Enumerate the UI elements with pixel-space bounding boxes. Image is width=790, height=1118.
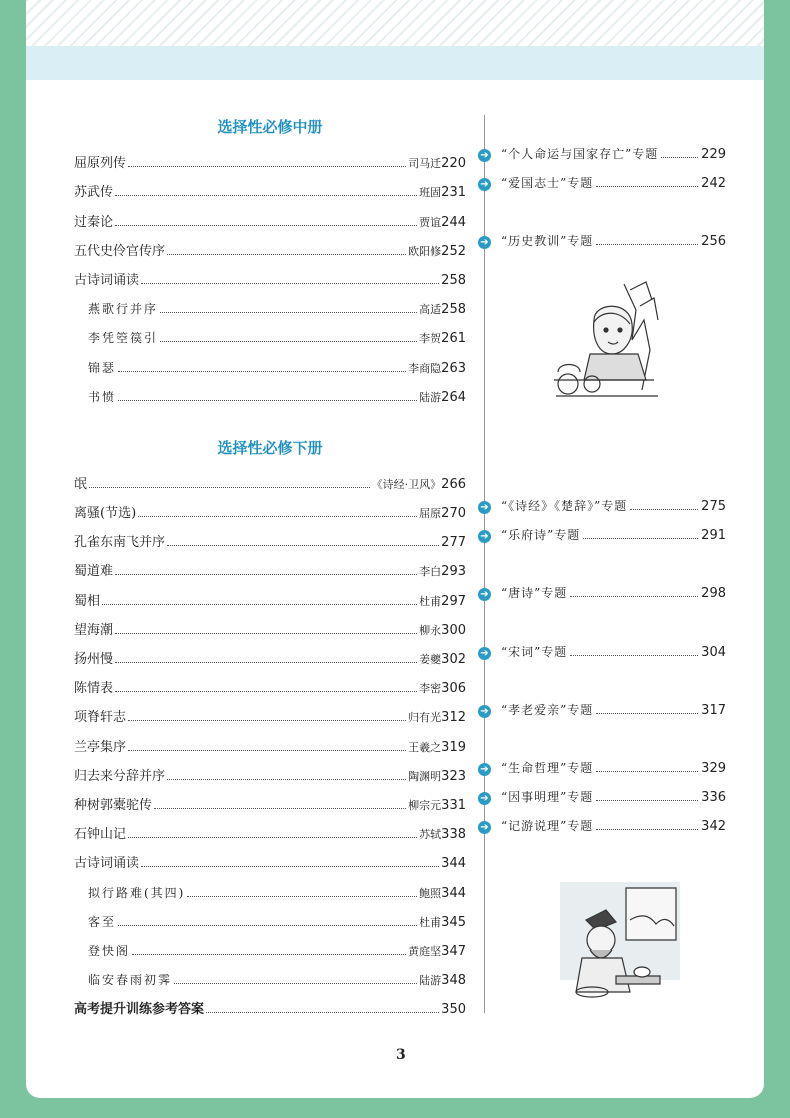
arrow-right-circle-icon: ➔ (478, 792, 491, 805)
entry-page: 344 (441, 856, 466, 872)
topic-page: 336 (701, 790, 726, 805)
entry-author: 屈原 (419, 507, 442, 521)
dot-leader (118, 400, 417, 401)
entry-title: 临安春雨初霁 (88, 973, 173, 988)
section-title: 选择性必修中册 (217, 118, 323, 136)
entry-title: 望海潮 (74, 622, 114, 638)
entry-page: 270 (441, 506, 466, 522)
dot-leader (89, 487, 370, 488)
topic-entry[interactable] (478, 640, 726, 660)
toc-entry[interactable] (74, 813, 466, 842)
entry-page: 312 (441, 710, 466, 726)
entry-author: 柳宗元 (408, 798, 442, 812)
topic-title: “宋词”专题 (501, 645, 568, 659)
toc-entry[interactable] (74, 463, 466, 492)
section-middle (74, 112, 466, 405)
entry-page: 300 (441, 622, 466, 638)
section-title: 选择性必修下册 (217, 438, 323, 457)
dot-leader (128, 750, 406, 751)
dot-leader (174, 983, 417, 984)
dot-leader (206, 1012, 439, 1013)
entry-page: 244 (441, 214, 466, 230)
dot-leader (167, 545, 439, 546)
entry-author: 贾谊 (419, 215, 442, 229)
dot-leader (596, 829, 698, 830)
toc-entry[interactable] (74, 755, 466, 784)
toc-entry[interactable] (74, 550, 466, 579)
toc-subentry[interactable] (74, 376, 466, 405)
arrow-right-circle-icon: ➔ (478, 530, 491, 543)
entry-page: 348 (441, 973, 466, 989)
topic-entry[interactable] (478, 581, 726, 601)
page-number: 3 (396, 1047, 406, 1063)
dot-leader (115, 633, 417, 634)
entry-author: 姜夔 (419, 653, 442, 666)
topic-title: “乐府诗”专题 (501, 528, 581, 542)
toc-entry[interactable] (74, 259, 466, 288)
arrow-right-circle-icon: ➔ (478, 588, 491, 601)
toc-entry[interactable] (74, 988, 466, 1017)
dot-leader (596, 800, 698, 801)
toc-entry[interactable] (74, 696, 466, 725)
entry-page: 220 (441, 156, 466, 172)
entry-title: 扬州慢 (74, 652, 114, 667)
section-lower (74, 433, 466, 1018)
topic-title: “个人命运与国家存亡”专题 (501, 147, 659, 161)
entry-author: 李密 (419, 682, 442, 696)
dot-leader (115, 574, 417, 575)
dot-leader (596, 771, 698, 772)
arrow-right-circle-icon: ➔ (478, 647, 491, 660)
dot-leader (115, 225, 417, 226)
topic-page: 256 (701, 234, 726, 249)
dot-leader (115, 195, 417, 196)
toc-subentry[interactable] (74, 288, 466, 317)
topic-title: “生命哲理”专题 (501, 761, 594, 775)
topic-page: 291 (701, 528, 726, 543)
entry-author: 苏轼 (419, 828, 442, 842)
arrow-right-circle-icon: ➔ (478, 763, 491, 776)
entry-title: 李凭箜篌引 (88, 331, 159, 346)
dot-leader (570, 596, 698, 597)
header-wave-pattern (26, 0, 764, 46)
toc-entry[interactable] (74, 492, 466, 521)
dot-leader (596, 244, 698, 245)
entry-page: 344 (441, 885, 466, 901)
entry-title: 过秦论 (74, 214, 114, 230)
entry-author: 杜甫 (419, 915, 442, 929)
topic-entry[interactable] (478, 814, 726, 834)
toc-entry[interactable] (74, 842, 466, 871)
topic-title: “《诗经》《楚辞》”专题 (501, 499, 628, 513)
entry-author: 杜甫 (419, 594, 442, 608)
dot-leader (141, 283, 439, 284)
toc-entry[interactable] (74, 579, 466, 608)
entry-title: 五代史伶官传序 (74, 243, 166, 259)
topic-entry[interactable] (478, 698, 726, 718)
entry-title: 客至 (88, 914, 117, 929)
dot-leader (128, 837, 417, 838)
topic-entry[interactable] (478, 229, 726, 249)
entry-title: 离骚(节选) (74, 506, 137, 522)
entry-title: 锦瑟 (88, 360, 117, 375)
entry-author: 李白 (419, 565, 442, 579)
entry-title: 孔雀东南飞并序 (74, 535, 166, 551)
entry-author: 陆游 (419, 974, 442, 988)
entry-title: 燕歌行并序 (88, 302, 159, 317)
dot-leader (118, 371, 406, 372)
entry-title: 登快阁 (88, 943, 131, 958)
entry-author: 柳永 (419, 623, 442, 637)
topic-title: “因事明理”专题 (501, 790, 594, 804)
toc-entry[interactable] (74, 171, 466, 200)
entry-title: 氓 (74, 476, 88, 492)
column-divider (484, 115, 485, 1013)
entry-page: 350 (441, 1002, 466, 1018)
entry-author: 鲍照 (419, 886, 442, 900)
entry-page: 331 (441, 797, 466, 813)
entry-title: 蜀道难 (74, 564, 114, 580)
entry-author: 欧阳修 (408, 244, 442, 258)
topic-page: 329 (701, 761, 726, 776)
entry-author: 班固 (419, 186, 442, 200)
entry-title: 古诗词诵读 (74, 272, 140, 288)
dot-leader (154, 808, 406, 809)
topic-entry[interactable] (478, 785, 726, 805)
entry-author: 归有光 (408, 711, 442, 725)
entry-page: 347 (441, 943, 466, 959)
entry-title: 拟行路难(其四) (88, 885, 186, 900)
entry-title: 石钟山记 (74, 827, 127, 843)
entry-page: 323 (441, 768, 466, 784)
entry-page: 264 (441, 389, 466, 405)
entry-title: 书愤 (88, 389, 117, 404)
entry-author: 《诗经·卫风》 (371, 477, 442, 491)
topic-entry[interactable] (478, 494, 726, 514)
entry-author: 李贺 (419, 332, 442, 346)
topic-entry[interactable] (478, 142, 726, 162)
entry-author: 高适 (419, 303, 442, 317)
topic-entry[interactable] (478, 756, 726, 776)
entry-title: 屈原列传 (74, 156, 127, 172)
topic-page: 317 (701, 703, 726, 718)
entry-page: 297 (441, 593, 466, 609)
dot-leader (118, 925, 417, 926)
header-band (26, 46, 764, 80)
entry-page: 263 (441, 360, 466, 376)
entry-page: 231 (441, 185, 466, 201)
toc-subentry[interactable] (74, 346, 466, 375)
topic-page: 298 (701, 586, 726, 601)
entry-page: 266 (441, 476, 466, 492)
topic-page: 304 (701, 645, 726, 660)
dot-leader (115, 691, 417, 692)
toc-entry[interactable] (74, 142, 466, 171)
entry-title: 苏武传 (74, 185, 114, 201)
dot-leader (570, 655, 698, 656)
entry-list (74, 463, 466, 1018)
topic-title: “唐诗”专题 (501, 586, 568, 600)
entry-page: 345 (441, 914, 466, 930)
dot-leader (187, 896, 417, 897)
dot-leader (128, 720, 406, 721)
entry-page: 277 (441, 535, 466, 551)
toc-entry[interactable] (74, 638, 466, 667)
entry-author: 陆游 (419, 390, 442, 404)
entry-list (74, 142, 466, 405)
arrow-right-circle-icon: ➔ (478, 705, 491, 718)
entry-title: 种树郭橐驼传 (74, 797, 153, 813)
topic-page: 242 (701, 176, 726, 191)
toc-entry[interactable] (74, 521, 466, 550)
dot-leader (630, 509, 698, 510)
topic-page: 275 (701, 499, 726, 514)
arrow-right-circle-icon: ➔ (478, 501, 491, 514)
arrow-right-circle-icon: ➔ (478, 236, 491, 249)
entry-author: 李商隐 (408, 361, 442, 375)
arrow-right-circle-icon: ➔ (478, 821, 491, 834)
dot-leader (583, 538, 698, 539)
dot-leader (128, 166, 406, 167)
toc-entry[interactable] (74, 784, 466, 813)
page (26, 0, 764, 1098)
toc-subentry[interactable] (74, 317, 466, 346)
topic-title: “历史教训”专题 (501, 234, 594, 248)
toc-entry[interactable] (74, 725, 466, 754)
entry-title: 蜀相 (74, 593, 101, 609)
toc-subentry[interactable] (74, 959, 466, 988)
entry-author: 司马迁 (408, 157, 442, 171)
entry-page: 338 (441, 827, 466, 843)
entry-page: 306 (441, 681, 466, 697)
arrow-right-circle-icon: ➔ (478, 149, 491, 162)
dot-leader (160, 341, 417, 342)
toc-subentry[interactable] (74, 930, 466, 959)
topic-entry[interactable] (478, 171, 726, 191)
toc-left-column (74, 112, 466, 1017)
girl-at-window-illustration (554, 280, 674, 398)
entry-title: 陈情表 (74, 681, 114, 697)
scholar-drinking-tea-illustration (556, 880, 686, 1000)
dot-leader (596, 186, 698, 187)
entry-author: 王羲之 (408, 740, 442, 754)
dot-leader (141, 866, 439, 867)
entry-author: 黄庭坚 (408, 944, 442, 958)
dot-leader (596, 713, 698, 714)
entry-page: 302 (441, 652, 466, 667)
dot-leader (661, 157, 698, 158)
topic-page: 229 (701, 147, 726, 162)
dot-leader (160, 312, 417, 313)
toc-entry[interactable] (74, 230, 466, 259)
topic-entry[interactable] (478, 523, 726, 543)
dot-leader (102, 604, 417, 605)
toc-entry[interactable] (74, 667, 466, 696)
topic-title: “爱国志士”专题 (501, 176, 594, 190)
entry-page: 293 (441, 564, 466, 580)
toc-subentry[interactable] (74, 871, 466, 900)
toc-entry[interactable] (74, 200, 466, 229)
toc-entry[interactable] (74, 609, 466, 638)
dot-leader (167, 779, 406, 780)
entry-title: 兰亭集序 (74, 739, 127, 755)
dot-leader (115, 662, 417, 663)
dot-leader (138, 516, 417, 517)
entry-title: 项脊轩志 (74, 710, 127, 726)
topic-title: “孝老爱亲”专题 (501, 703, 594, 717)
entry-title: 归去来兮辞并序 (74, 768, 166, 784)
toc-subentry[interactable] (74, 901, 466, 930)
dot-leader (132, 954, 406, 955)
entry-page: 258 (441, 302, 466, 318)
entry-title: 古诗词诵读 (74, 856, 140, 872)
dot-leader (167, 254, 406, 255)
entry-title: 高考提升训练参考答案 (74, 1002, 205, 1018)
topic-page: 342 (701, 819, 726, 834)
topic-title: “记游说理”专题 (501, 819, 594, 833)
entry-page: 261 (441, 331, 466, 347)
entry-page: 258 (441, 272, 466, 288)
arrow-right-circle-icon: ➔ (478, 178, 491, 191)
entry-page: 319 (441, 739, 466, 755)
entry-page: 252 (441, 243, 466, 259)
entry-author: 陶渊明 (408, 769, 442, 783)
